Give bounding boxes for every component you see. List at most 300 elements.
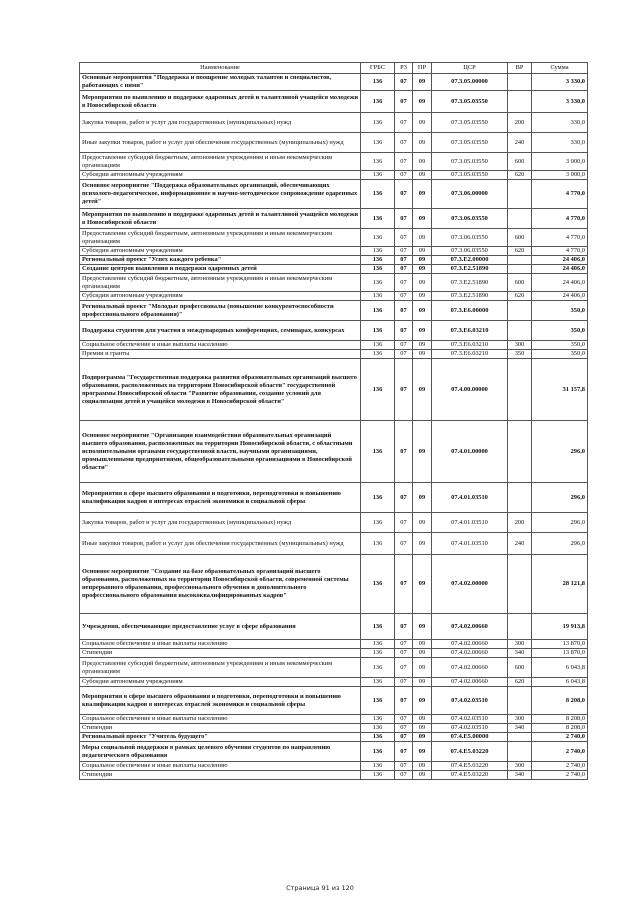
row-sum-cell: 2 740,0: [532, 771, 588, 780]
row-csr-cell: 07.3.06.03550: [432, 209, 508, 229]
row-pr-cell: 09: [413, 742, 432, 762]
row-pr-cell: 09: [413, 687, 432, 715]
row-grbs-cell: 136: [361, 292, 395, 301]
row-pr-cell: 09: [413, 74, 432, 91]
budget-table: [79, 62, 588, 780]
row-csr-cell: 07.4.01.03510: [432, 533, 508, 555]
row-grbs-cell: 136: [361, 762, 395, 771]
row-rz-cell: 07: [395, 274, 413, 292]
row-name-cell: Предоставление субсидий бюджетным, автономным учреждениям и иным некоммерческим организациям: [80, 274, 361, 292]
row-csr-cell: 07.4.E5.03220: [432, 762, 508, 771]
row-name-cell: Социальное обеспечение и иные выплаты населению: [80, 715, 361, 724]
column-header-csr: ЦСР: [432, 63, 508, 74]
row-vr-cell: 300: [508, 341, 532, 350]
row-sum-cell: 330,0: [532, 113, 588, 133]
row-sum-cell: 8 208,0: [532, 687, 588, 715]
row-name-cell: Предоставление субсидий бюджетным, автономным учреждениям и иным некоммерческим организациям: [80, 153, 361, 171]
table-row: [80, 256, 588, 265]
row-grbs-cell: 136: [361, 274, 395, 292]
row-pr-cell: 09: [413, 724, 432, 733]
table-row: [80, 658, 588, 678]
row-rz-cell: 07: [395, 640, 413, 649]
budget-sheet: [79, 62, 587, 780]
row-pr-cell: 09: [413, 513, 432, 533]
row-csr-cell: 07.4.02.00660: [432, 658, 508, 678]
row-pr-cell: 09: [413, 555, 432, 614]
row-name-cell: Стипендии: [80, 649, 361, 658]
row-rz-cell: 07: [395, 687, 413, 715]
row-pr-cell: 09: [413, 640, 432, 649]
row-vr-cell: [508, 180, 532, 209]
row-pr-cell: 09: [413, 658, 432, 678]
table-row: [80, 742, 588, 762]
table-row: [80, 640, 588, 649]
table-row: [80, 321, 588, 341]
row-sum-cell: 350,0: [532, 350, 588, 359]
row-grbs-cell: 136: [361, 321, 395, 341]
row-grbs-cell: 136: [361, 555, 395, 614]
row-vr-cell: [508, 265, 532, 274]
row-name-cell: Поддержка студентов для участия в международных конференциях, семинарах, конкурсах: [80, 321, 361, 341]
row-pr-cell: 09: [413, 771, 432, 780]
row-vr-cell: 620: [508, 292, 532, 301]
row-grbs-cell: 136: [361, 301, 395, 321]
row-sum-cell: 4 770,0: [532, 247, 588, 256]
row-name-cell: Мероприятия по выявлению и поддержке одаренных детей и талантливой учащейся молодежи в Новосибирской области: [80, 209, 361, 229]
row-sum-cell: 24 406,0: [532, 274, 588, 292]
row-rz-cell: 07: [395, 301, 413, 321]
row-rz-cell: 07: [395, 209, 413, 229]
row-name-cell: Меры социальной поддержки в рамках целевого обучения студентов по направлению педагогического образования: [80, 742, 361, 762]
row-sum-cell: 3 330,0: [532, 74, 588, 91]
row-name-cell: Основное мероприятие "Поддержка образовательных организаций, обеспечивающих психолого-педагогическое, информационное и научно-методическое сопровождение одаренных детей": [80, 180, 361, 209]
row-rz-cell: 07: [395, 91, 413, 113]
row-name-cell: Учреждения, обеспечивающие предоставление услуг в сфере образования: [80, 614, 361, 640]
table-row: [80, 180, 588, 209]
row-vr-cell: [508, 687, 532, 715]
row-rz-cell: 07: [395, 133, 413, 153]
row-vr-cell: [508, 742, 532, 762]
row-vr-cell: 620: [508, 247, 532, 256]
row-pr-cell: 09: [413, 180, 432, 209]
row-csr-cell: 07.3.E6.03210: [432, 350, 508, 359]
row-grbs-cell: 136: [361, 678, 395, 687]
row-rz-cell: 07: [395, 742, 413, 762]
row-sum-cell: 2 740,0: [532, 742, 588, 762]
row-vr-cell: [508, 483, 532, 513]
row-csr-cell: 07.4.00.00000: [432, 359, 508, 421]
row-pr-cell: 09: [413, 301, 432, 321]
row-pr-cell: 09: [413, 113, 432, 133]
row-pr-cell: 09: [413, 321, 432, 341]
row-sum-cell: 3 000,0: [532, 171, 588, 180]
row-vr-cell: 620: [508, 171, 532, 180]
row-sum-cell: 31 157,8: [532, 359, 588, 421]
row-name-cell: Региональный проект "Успех каждого ребенка": [80, 256, 361, 265]
row-rz-cell: 07: [395, 762, 413, 771]
row-csr-cell: 07.3.05.00000: [432, 74, 508, 91]
row-csr-cell: 07.4.E5.03220: [432, 771, 508, 780]
row-vr-cell: 300: [508, 640, 532, 649]
row-csr-cell: 07.3.05.03550: [432, 171, 508, 180]
row-vr-cell: [508, 733, 532, 742]
row-pr-cell: 09: [413, 292, 432, 301]
row-grbs-cell: 136: [361, 724, 395, 733]
row-grbs-cell: 136: [361, 640, 395, 649]
column-header-vr: ВР: [508, 63, 532, 74]
row-rz-cell: 07: [395, 555, 413, 614]
row-pr-cell: 09: [413, 247, 432, 256]
column-header-pr: ПР: [413, 63, 432, 74]
row-pr-cell: 09: [413, 133, 432, 153]
row-grbs-cell: 136: [361, 649, 395, 658]
row-pr-cell: 09: [413, 229, 432, 247]
row-rz-cell: 07: [395, 350, 413, 359]
row-csr-cell: 07.3.06.03550: [432, 247, 508, 256]
row-rz-cell: 07: [395, 733, 413, 742]
row-vr-cell: [508, 359, 532, 421]
row-vr-cell: 200: [508, 113, 532, 133]
row-name-cell: Субсидии автономным учреждениям: [80, 292, 361, 301]
row-sum-cell: 4 770,0: [532, 229, 588, 247]
row-grbs-cell: 136: [361, 256, 395, 265]
table-body: [80, 74, 588, 780]
row-pr-cell: 09: [413, 421, 432, 483]
row-sum-cell: 6 043,8: [532, 678, 588, 687]
row-name-cell: Мероприятия в сфере высшего образования и подготовки, переподготовки и повышению квалификации кадров в интересах отраслей экономики и социальной сферы: [80, 687, 361, 715]
table-row: [80, 687, 588, 715]
row-name-cell: Иные закупки товаров, работ и услуг для обеспечения государственных (муниципальных) нужд: [80, 133, 361, 153]
row-vr-cell: [508, 209, 532, 229]
row-rz-cell: 07: [395, 658, 413, 678]
row-csr-cell: 07.3.05.03550: [432, 113, 508, 133]
row-vr-cell: [508, 301, 532, 321]
row-rz-cell: 07: [395, 724, 413, 733]
row-csr-cell: 07.3.06.03550: [432, 229, 508, 247]
row-vr-cell: 600: [508, 153, 532, 171]
table-row: [80, 533, 588, 555]
row-pr-cell: 09: [413, 483, 432, 513]
row-pr-cell: 09: [413, 341, 432, 350]
column-header-name: Наименование: [80, 63, 361, 74]
row-rz-cell: 07: [395, 292, 413, 301]
row-sum-cell: 24 406,0: [532, 292, 588, 301]
table-row: [80, 301, 588, 321]
row-sum-cell: 350,0: [532, 301, 588, 321]
row-rz-cell: 07: [395, 533, 413, 555]
row-vr-cell: 600: [508, 274, 532, 292]
row-vr-cell: 340: [508, 771, 532, 780]
row-vr-cell: [508, 555, 532, 614]
row-grbs-cell: 136: [361, 341, 395, 350]
row-grbs-cell: 136: [361, 742, 395, 762]
row-vr-cell: [508, 614, 532, 640]
row-vr-cell: [508, 74, 532, 91]
row-pr-cell: 09: [413, 274, 432, 292]
table-row: [80, 359, 588, 421]
row-sum-cell: 350,0: [532, 341, 588, 350]
table-row: [80, 350, 588, 359]
row-name-cell: Премии и гранты: [80, 350, 361, 359]
row-sum-cell: 350,0: [532, 321, 588, 341]
row-rz-cell: 07: [395, 341, 413, 350]
column-header-grbs: ГРБС: [361, 63, 395, 74]
row-vr-cell: 600: [508, 658, 532, 678]
row-vr-cell: 240: [508, 533, 532, 555]
row-sum-cell: 330,0: [532, 133, 588, 153]
row-name-cell: Иные закупки товаров, работ и услуг для обеспечения государственных (муниципальных) нужд: [80, 533, 361, 555]
row-name-cell: Региональный проект "Молодые профессионалы (повышение конкурентоспособности профессионального образования)": [80, 301, 361, 321]
row-grbs-cell: 136: [361, 247, 395, 256]
row-vr-cell: 300: [508, 762, 532, 771]
row-csr-cell: 07.3.05.03550: [432, 91, 508, 113]
row-rz-cell: 07: [395, 229, 413, 247]
row-vr-cell: 340: [508, 724, 532, 733]
row-rz-cell: 07: [395, 171, 413, 180]
row-name-cell: Стипендии: [80, 724, 361, 733]
table-row: [80, 91, 588, 113]
row-pr-cell: 09: [413, 265, 432, 274]
row-pr-cell: 09: [413, 91, 432, 113]
row-name-cell: Закупка товаров, работ и услуг для государственных (муниципальных) нужд: [80, 513, 361, 533]
row-csr-cell: 07.4.02.03510: [432, 724, 508, 733]
row-grbs-cell: 136: [361, 513, 395, 533]
row-sum-cell: 296,0: [532, 421, 588, 483]
row-rz-cell: 07: [395, 359, 413, 421]
row-csr-cell: 07.4.02.03510: [432, 715, 508, 724]
row-rz-cell: 07: [395, 715, 413, 724]
row-csr-cell: 07.3.E2.00000: [432, 256, 508, 265]
row-sum-cell: 6 043,8: [532, 658, 588, 678]
row-rz-cell: 07: [395, 614, 413, 640]
row-grbs-cell: 136: [361, 180, 395, 209]
row-csr-cell: 07.4.02.00660: [432, 640, 508, 649]
row-sum-cell: 28 121,8: [532, 555, 588, 614]
row-rz-cell: 07: [395, 649, 413, 658]
row-rz-cell: 07: [395, 321, 413, 341]
row-pr-cell: 09: [413, 153, 432, 171]
table-row: [80, 762, 588, 771]
row-grbs-cell: 136: [361, 133, 395, 153]
row-pr-cell: 09: [413, 171, 432, 180]
row-pr-cell: 09: [413, 359, 432, 421]
row-vr-cell: [508, 421, 532, 483]
row-csr-cell: 07.4.01.03510: [432, 483, 508, 513]
row-sum-cell: 2 740,0: [532, 733, 588, 742]
row-name-cell: Социальное обеспечение и иные выплаты населению: [80, 640, 361, 649]
row-csr-cell: 07.4.01.00000: [432, 421, 508, 483]
table-header-row: [80, 63, 588, 74]
row-name-cell: Региональный проект "Учитель будущего": [80, 733, 361, 742]
row-name-cell: Мероприятия по выявлению и поддержке одаренных детей и талантливой учащейся молодежи в Новосибирской области: [80, 91, 361, 113]
row-name-cell: Подпрограмма "Государственная поддержка развития образовательных организаций высшего образования, расположенных на территории Новосибирской области" государственной программы Новосибирской области "Развитие образования, создание условий для социализации детей и учащейся молодежи в Новосибирской области": [80, 359, 361, 421]
row-vr-cell: 620: [508, 678, 532, 687]
row-sum-cell: 4 770,0: [532, 209, 588, 229]
table-row: [80, 113, 588, 133]
table-row: [80, 153, 588, 171]
row-rz-cell: 07: [395, 247, 413, 256]
row-name-cell: Закупка товаров, работ и услуг для государственных (муниципальных) нужд: [80, 113, 361, 133]
row-vr-cell: [508, 91, 532, 113]
table-row: [80, 614, 588, 640]
table-row: [80, 247, 588, 256]
row-name-cell: Основные мероприятия "Поддержка и поощрение молодых талантов и специалистов, работающих с ними": [80, 74, 361, 91]
page-number: Страница 91 из 120: [286, 884, 354, 892]
table-row: [80, 341, 588, 350]
row-csr-cell: 07.3.05.03550: [432, 153, 508, 171]
row-sum-cell: 13 870,0: [532, 649, 588, 658]
row-sum-cell: 296,0: [532, 513, 588, 533]
row-pr-cell: 09: [413, 256, 432, 265]
row-name-cell: Субсидии автономным учреждениям: [80, 678, 361, 687]
table-row: [80, 133, 588, 153]
row-name-cell: Мероприятия в сфере высшего образования и подготовки, переподготовки и повышению квалификации кадров в интересах отраслей экономики и социальной сферы: [80, 483, 361, 513]
row-grbs-cell: 136: [361, 171, 395, 180]
row-pr-cell: 09: [413, 649, 432, 658]
row-grbs-cell: 136: [361, 483, 395, 513]
row-sum-cell: 3 000,0: [532, 153, 588, 171]
row-rz-cell: 07: [395, 74, 413, 91]
row-csr-cell: 07.3.E6.03210: [432, 341, 508, 350]
table-row: [80, 74, 588, 91]
row-rz-cell: 07: [395, 771, 413, 780]
row-sum-cell: 2 740,0: [532, 762, 588, 771]
row-grbs-cell: 136: [361, 715, 395, 724]
row-rz-cell: 07: [395, 513, 413, 533]
row-grbs-cell: 136: [361, 421, 395, 483]
table-row: [80, 209, 588, 229]
row-rz-cell: 07: [395, 265, 413, 274]
row-grbs-cell: 136: [361, 614, 395, 640]
row-csr-cell: 07.4.02.03510: [432, 687, 508, 715]
table-row: [80, 555, 588, 614]
row-pr-cell: 09: [413, 715, 432, 724]
row-name-cell: Субсидии автономным учреждениям: [80, 247, 361, 256]
row-grbs-cell: 136: [361, 74, 395, 91]
table-row: [80, 265, 588, 274]
row-grbs-cell: 136: [361, 687, 395, 715]
row-name-cell: Основное мероприятие "Организация взаимодействия образовательных организаций высшего образования, расположенных на территории Новосибирской области, с областными исполнительными органами государственной власти, научными организациями, промышленными предприятиями, общеобразовательными организациями в Новосибирской области": [80, 421, 361, 483]
row-csr-cell: 07.4.02.00660: [432, 678, 508, 687]
row-grbs-cell: 136: [361, 91, 395, 113]
row-vr-cell: 350: [508, 350, 532, 359]
row-sum-cell: 3 330,0: [532, 91, 588, 113]
row-grbs-cell: 136: [361, 350, 395, 359]
table-row: [80, 513, 588, 533]
table-row: [80, 483, 588, 513]
row-rz-cell: 07: [395, 678, 413, 687]
row-csr-cell: 07.3.E6.00000: [432, 301, 508, 321]
row-pr-cell: 09: [413, 209, 432, 229]
row-sum-cell: 24 406,0: [532, 256, 588, 265]
row-name-cell: Стипендии: [80, 771, 361, 780]
row-pr-cell: 09: [413, 350, 432, 359]
row-csr-cell: 07.4.E5.03220: [432, 742, 508, 762]
row-pr-cell: 09: [413, 533, 432, 555]
table-row: [80, 171, 588, 180]
row-name-cell: Предоставление субсидий бюджетным, автономным учреждениям и иным некоммерческим организациям: [80, 658, 361, 678]
table-row: [80, 421, 588, 483]
row-vr-cell: [508, 321, 532, 341]
row-grbs-cell: 136: [361, 733, 395, 742]
table-row: [80, 733, 588, 742]
row-rz-cell: 07: [395, 180, 413, 209]
row-name-cell: Субсидии автономным учреждениям: [80, 171, 361, 180]
row-csr-cell: 07.3.E2.51890: [432, 265, 508, 274]
row-grbs-cell: 136: [361, 771, 395, 780]
row-vr-cell: 240: [508, 133, 532, 153]
row-grbs-cell: 136: [361, 229, 395, 247]
table-row: [80, 678, 588, 687]
row-grbs-cell: 136: [361, 533, 395, 555]
row-csr-cell: 07.3.05.03550: [432, 133, 508, 153]
row-csr-cell: 07.3.E2.51890: [432, 292, 508, 301]
row-csr-cell: 07.4.01.03510: [432, 513, 508, 533]
row-name-cell: Основное мероприятие "Создание на базе образовательных организаций высшего образования, расположенных на территории Новосибирской области, современной системы непрерывного образования, профессионального обучения и дополнительного профессионального образования высококвалифицированных кадров": [80, 555, 361, 614]
table-row: [80, 715, 588, 724]
row-csr-cell: 07.3.06.00000: [432, 180, 508, 209]
row-rz-cell: 07: [395, 256, 413, 265]
row-name-cell: Создание центров выявления и поддержки одаренных детей: [80, 265, 361, 274]
row-vr-cell: 200: [508, 513, 532, 533]
row-vr-cell: [508, 256, 532, 265]
row-name-cell: Социальное обеспечение и иные выплаты населению: [80, 341, 361, 350]
row-vr-cell: 340: [508, 649, 532, 658]
row-pr-cell: 09: [413, 678, 432, 687]
row-name-cell: Социальное обеспечение и иные выплаты населению: [80, 762, 361, 771]
row-pr-cell: 09: [413, 762, 432, 771]
row-grbs-cell: 136: [361, 113, 395, 133]
row-vr-cell: 300: [508, 715, 532, 724]
table-row: [80, 292, 588, 301]
row-rz-cell: 07: [395, 483, 413, 513]
row-vr-cell: 600: [508, 229, 532, 247]
row-grbs-cell: 136: [361, 359, 395, 421]
row-grbs-cell: 136: [361, 209, 395, 229]
row-sum-cell: 8 208,0: [532, 724, 588, 733]
row-rz-cell: 07: [395, 421, 413, 483]
row-rz-cell: 07: [395, 153, 413, 171]
table-row: [80, 771, 588, 780]
column-header-rz: РЗ: [395, 63, 413, 74]
row-pr-cell: 09: [413, 733, 432, 742]
row-csr-cell: 07.4.02.00000: [432, 555, 508, 614]
table-row: [80, 274, 588, 292]
table-row: [80, 649, 588, 658]
row-pr-cell: 09: [413, 614, 432, 640]
column-header-sum: Сумма: [532, 63, 588, 74]
row-csr-cell: 07.3.E6.03210: [432, 321, 508, 341]
row-sum-cell: 296,0: [532, 483, 588, 513]
row-name-cell: Предоставление субсидий бюджетным, автономным учреждениям и иным некоммерческим организациям: [80, 229, 361, 247]
row-sum-cell: 4 770,0: [532, 180, 588, 209]
table-row: [80, 229, 588, 247]
row-sum-cell: 296,0: [532, 533, 588, 555]
row-sum-cell: 19 913,8: [532, 614, 588, 640]
row-csr-cell: 07.4.02.00660: [432, 614, 508, 640]
row-grbs-cell: 136: [361, 265, 395, 274]
row-csr-cell: 07.3.E2.51890: [432, 274, 508, 292]
row-sum-cell: 24 406,0: [532, 265, 588, 274]
row-rz-cell: 07: [395, 113, 413, 133]
row-grbs-cell: 136: [361, 658, 395, 678]
row-csr-cell: 07.4.E5.00000: [432, 733, 508, 742]
row-sum-cell: 13 870,0: [532, 640, 588, 649]
row-sum-cell: 8 208,0: [532, 715, 588, 724]
row-grbs-cell: 136: [361, 153, 395, 171]
row-csr-cell: 07.4.02.00660: [432, 649, 508, 658]
table-row: [80, 724, 588, 733]
